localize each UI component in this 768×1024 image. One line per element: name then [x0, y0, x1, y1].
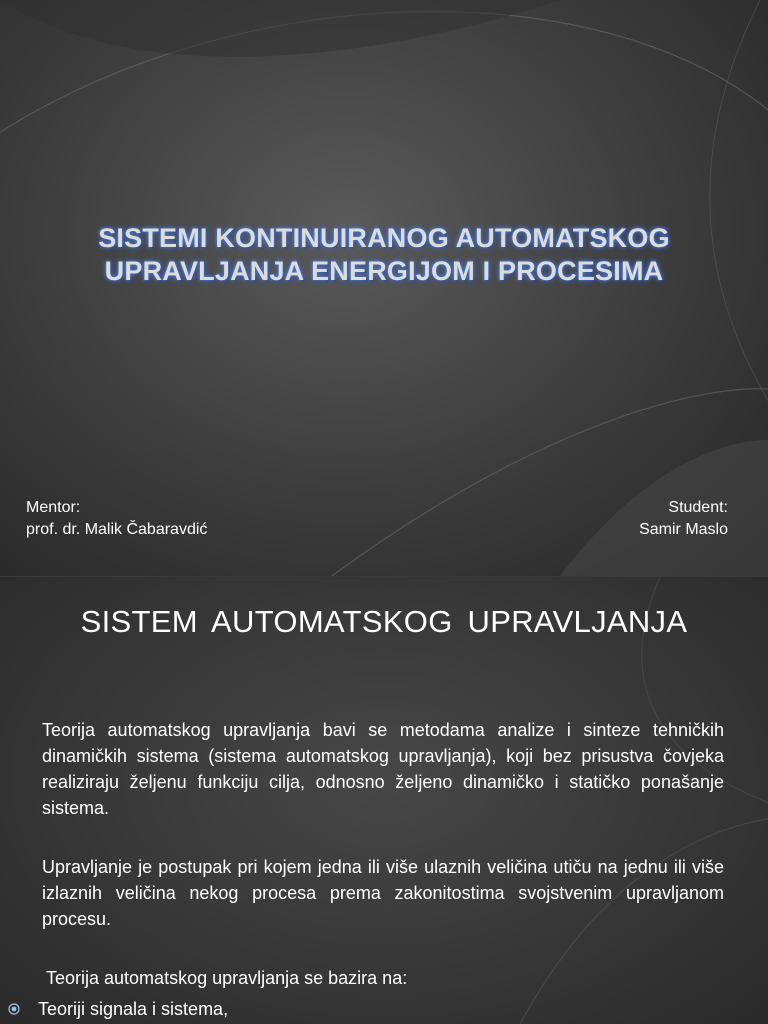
circle-bullet-icon [8, 1003, 20, 1015]
student-name: Samir Maslo [639, 521, 728, 538]
paragraph-definition: Teorija automatskog upravljanja bavi se metodama analize i sinteze tehničkih dinamičkih sistema (sistema automatskog upravljanja), koji bez prisustva čovjeka realiziraju željenu funkciju cilja, odnosno željeno dinamičko i statičko ponašanje sistema. [42, 720, 724, 818]
paragraph-basis: Teorija automatskog upravljanja se bazira na: [46, 968, 408, 988]
slide-content [0, 577, 768, 1024]
mentor-block [26, 497, 207, 541]
list-item [8, 996, 228, 1022]
mentor-label: Mentor: [26, 499, 81, 516]
student-label: Student: [668, 499, 728, 516]
student-block [639, 497, 728, 541]
mentor-name: prof. dr. Malik Čabaravdić [26, 521, 208, 538]
slide-heading: SISTEM AUTOMATSKOG UPRAVLJANJA [80, 604, 688, 639]
paragraph-control: Upravljanje je postupak pri kojem jedna ili više ulaznih veličina utiču na jednu ili više izlaznih veličina nekog procesa prema zakonitostima svojstvenim upravljanom procesu. [42, 857, 724, 929]
bullet-text: Teoriji signala i sistema, [38, 999, 229, 1019]
presentation-title: SISTEMI KONTINUIRANOG AUTOMATSKOG UPRAVLJANJA ENERGIJOM I PROCESIMA [98, 223, 670, 286]
